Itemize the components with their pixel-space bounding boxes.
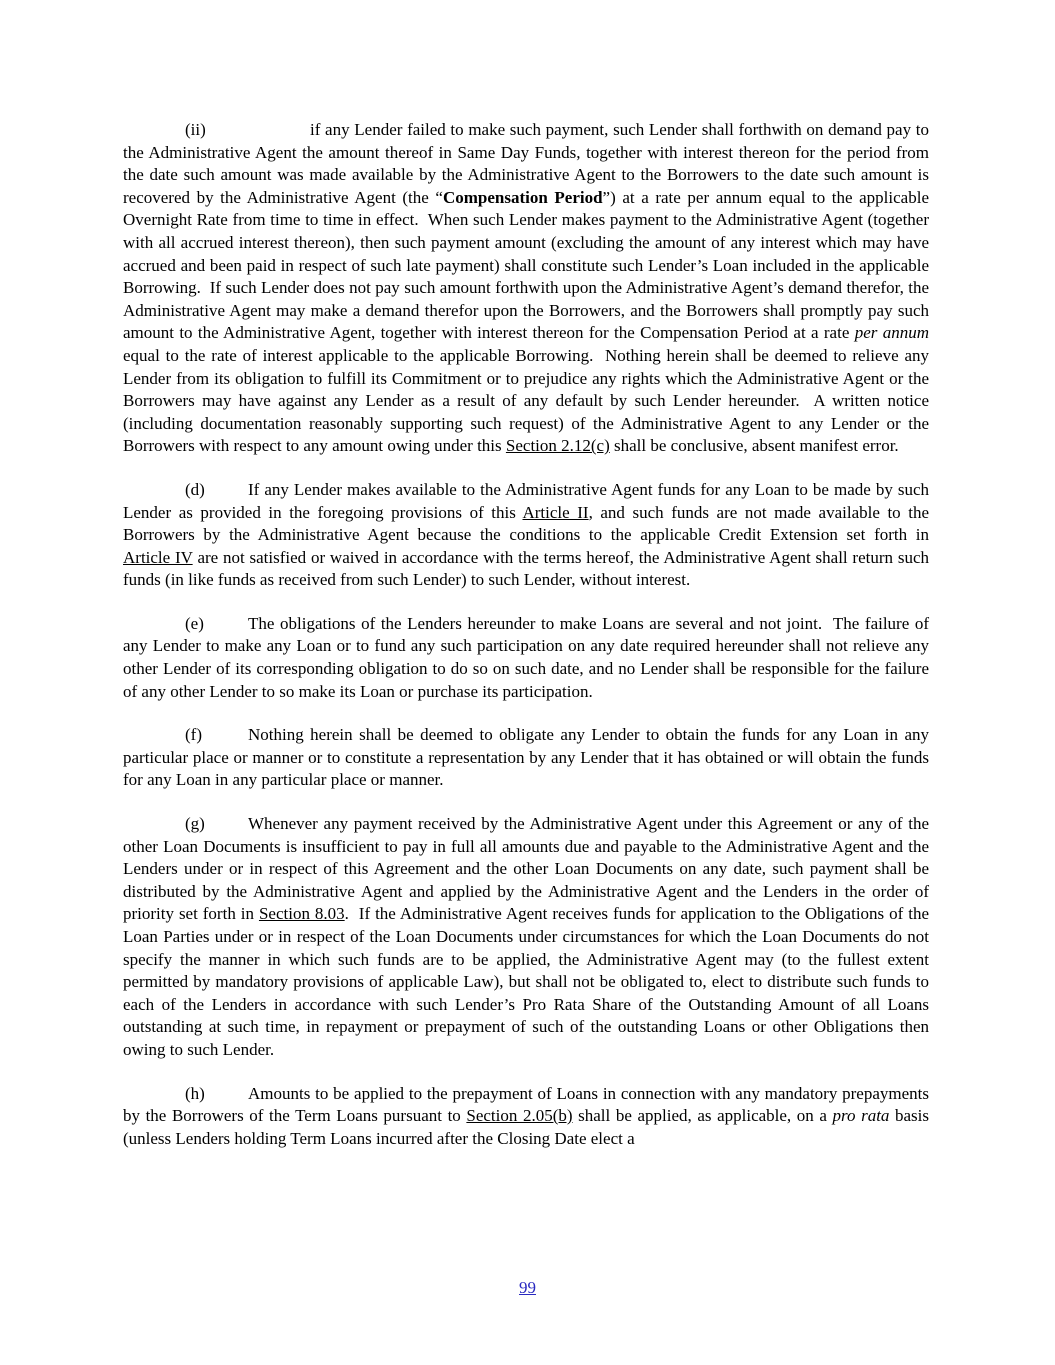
text-run: basis (unless Lenders holding Term Loans incurred after the Closing Date elect a [123,1106,930,1148]
paragraph-label: (e) [185,613,204,633]
text-run: shall be applied, as applicable, on a [572,1106,833,1126]
text-run: Amounts to be applied to the prepayment of Loans in connection with any mandatory prepayments by the Borrowers of the Term Loans pursuant to [123,1083,929,1126]
text-run: equal to the rate of interest applicable to the applicable Borrowing. Nothing herein shall be deemed to relieve any Lender from its obligation to fulfill its Commitment or to prejudice any rights which the Administrative Agent or the Borrowers may have against any Lender as a result of any default by such Lender hereunder. A written notice (including documentation reasonably supporting such request) of the Administrative Agent to any Lender or the Borrowers with respect to any amount owing under this [123,345,929,456]
text-run: per annum [854,323,929,343]
paragraph [123,813,929,1062]
text-run: Article IV [123,547,193,567]
paragraph-label: (d) [185,479,205,499]
text-run: Whenever any payment received by the Administrative Agent under this Agreement or any of the other Loan Documents is insufficient to pay in full all amounts due and payable to the Administrative Agent and the Lenders under or in respect of this Agreement and the other Loan Documents on any date, such payment shall be distributed by the Administrative Agent and applied by the Administrative Agent and the Lenders in the order of priority set forth in [123,814,929,924]
text-run: Nothing herein shall be deemed to obligate any Lender to obtain the funds for any Loan in any particular place or manner or to constitute a representation by any Lender that it has obtained or will obtain the funds for any Loan in any particular place or manner. [123,725,929,790]
paragraph [123,119,929,458]
text-run: ”) at a rate per annum equal to the applicable Overnight Rate from time to time in effect. When such Lender makes payment to the Administrative Agent (together with all accrued interest thereon), then such payment amount (excluding the amount of any interest which may have accrued and been paid in respect of such late payment) shall constitute such Lender’s Loan included in the applicable Borrowing. If such Lender does not pay such amount forthwith upon the Administrative Agent’s demand therefor, the Administrative Agent may make a demand therefor upon the Borrowers, and the Borrowers shall promptly pay such amount to the Administrative Agent, together with interest thereon for the Compensation Period at a rate [123,187,929,343]
text-run: Section 8.03 [258,904,345,924]
paragraph-label: (ii) [185,120,206,139]
paragraph [123,724,929,792]
paragraph [123,1083,929,1151]
text-run: If any Lender makes available to the Administrative Agent funds for any Loan to be made by such Lender as provided in the foregoing provisions of this [123,479,929,522]
text-run: Article II [522,502,589,522]
text-run: The obligations of the Lenders hereunder to make Loans are several and not joint. The failure of any Lender to make any Loan or to fund any such participation on any date required hereunder shall not relieve any other Lender of its corresponding obligation to do so on such date, and no Lender shall be responsible for the failure of any other Lender to so make its Loan or purchase its participation. [123,613,929,701]
text-run: Section 2.12(c) [505,436,610,456]
text-run: shall be conclusive, absent manifest error. [609,436,899,456]
paragraph-label: (f) [185,725,202,745]
text-run: . If the Administrative Agent receives funds for application to the Obligations of the Loan Parties under or in respect of the Loan Documents under circumstances for which the Loan Documents do not specify the manner in which such funds are to be applied, the Administrative Agent may (to the fullest extent permitted by mandatory provisions of applicable Law), but shall not be obligated to, elect to distribute such funds to each of the Lenders in accordance with such Lender’s Pro Rata Share of the Outstanding Amount of all Loans outstanding at such time, in repayment or prepayment of such of the outstanding Loans or other Obligations then owing to such Lender. [123,904,929,1059]
paragraph [123,613,929,703]
text-run: are not satisfied or waived in accordance with the terms hereof, the Administrative Agent shall return such funds (in like funds as received from such Lender) to such Lender, without interest. [123,547,929,590]
text-run: Section 2.05(b) [466,1106,573,1126]
page-number-link[interactable]: 99 [519,1278,536,1297]
page-footer [0,1277,1055,1300]
text-run: if any Lender failed to make such payment, such Lender shall forthwith on demand pay to the Administrative Agent the amount thereof in Same Day Funds, together with interest thereon for the period from the date such amount was made available by the Administrative Agent to the Borrowers to the date such amount is recovered by the Administrative Agent (the “ [123,120,929,207]
paragraph [123,479,929,592]
text-run: pro rata [832,1106,890,1126]
text-run: Compensation Period [442,187,603,207]
document-body [123,119,929,1171]
paragraph-label: (g) [185,814,205,834]
text-run: , and such funds are not made available to the Borrowers by the Administrative Agent because the conditions to the applicable Credit Extension set forth in [123,502,929,545]
paragraph-label: (h) [185,1083,205,1103]
